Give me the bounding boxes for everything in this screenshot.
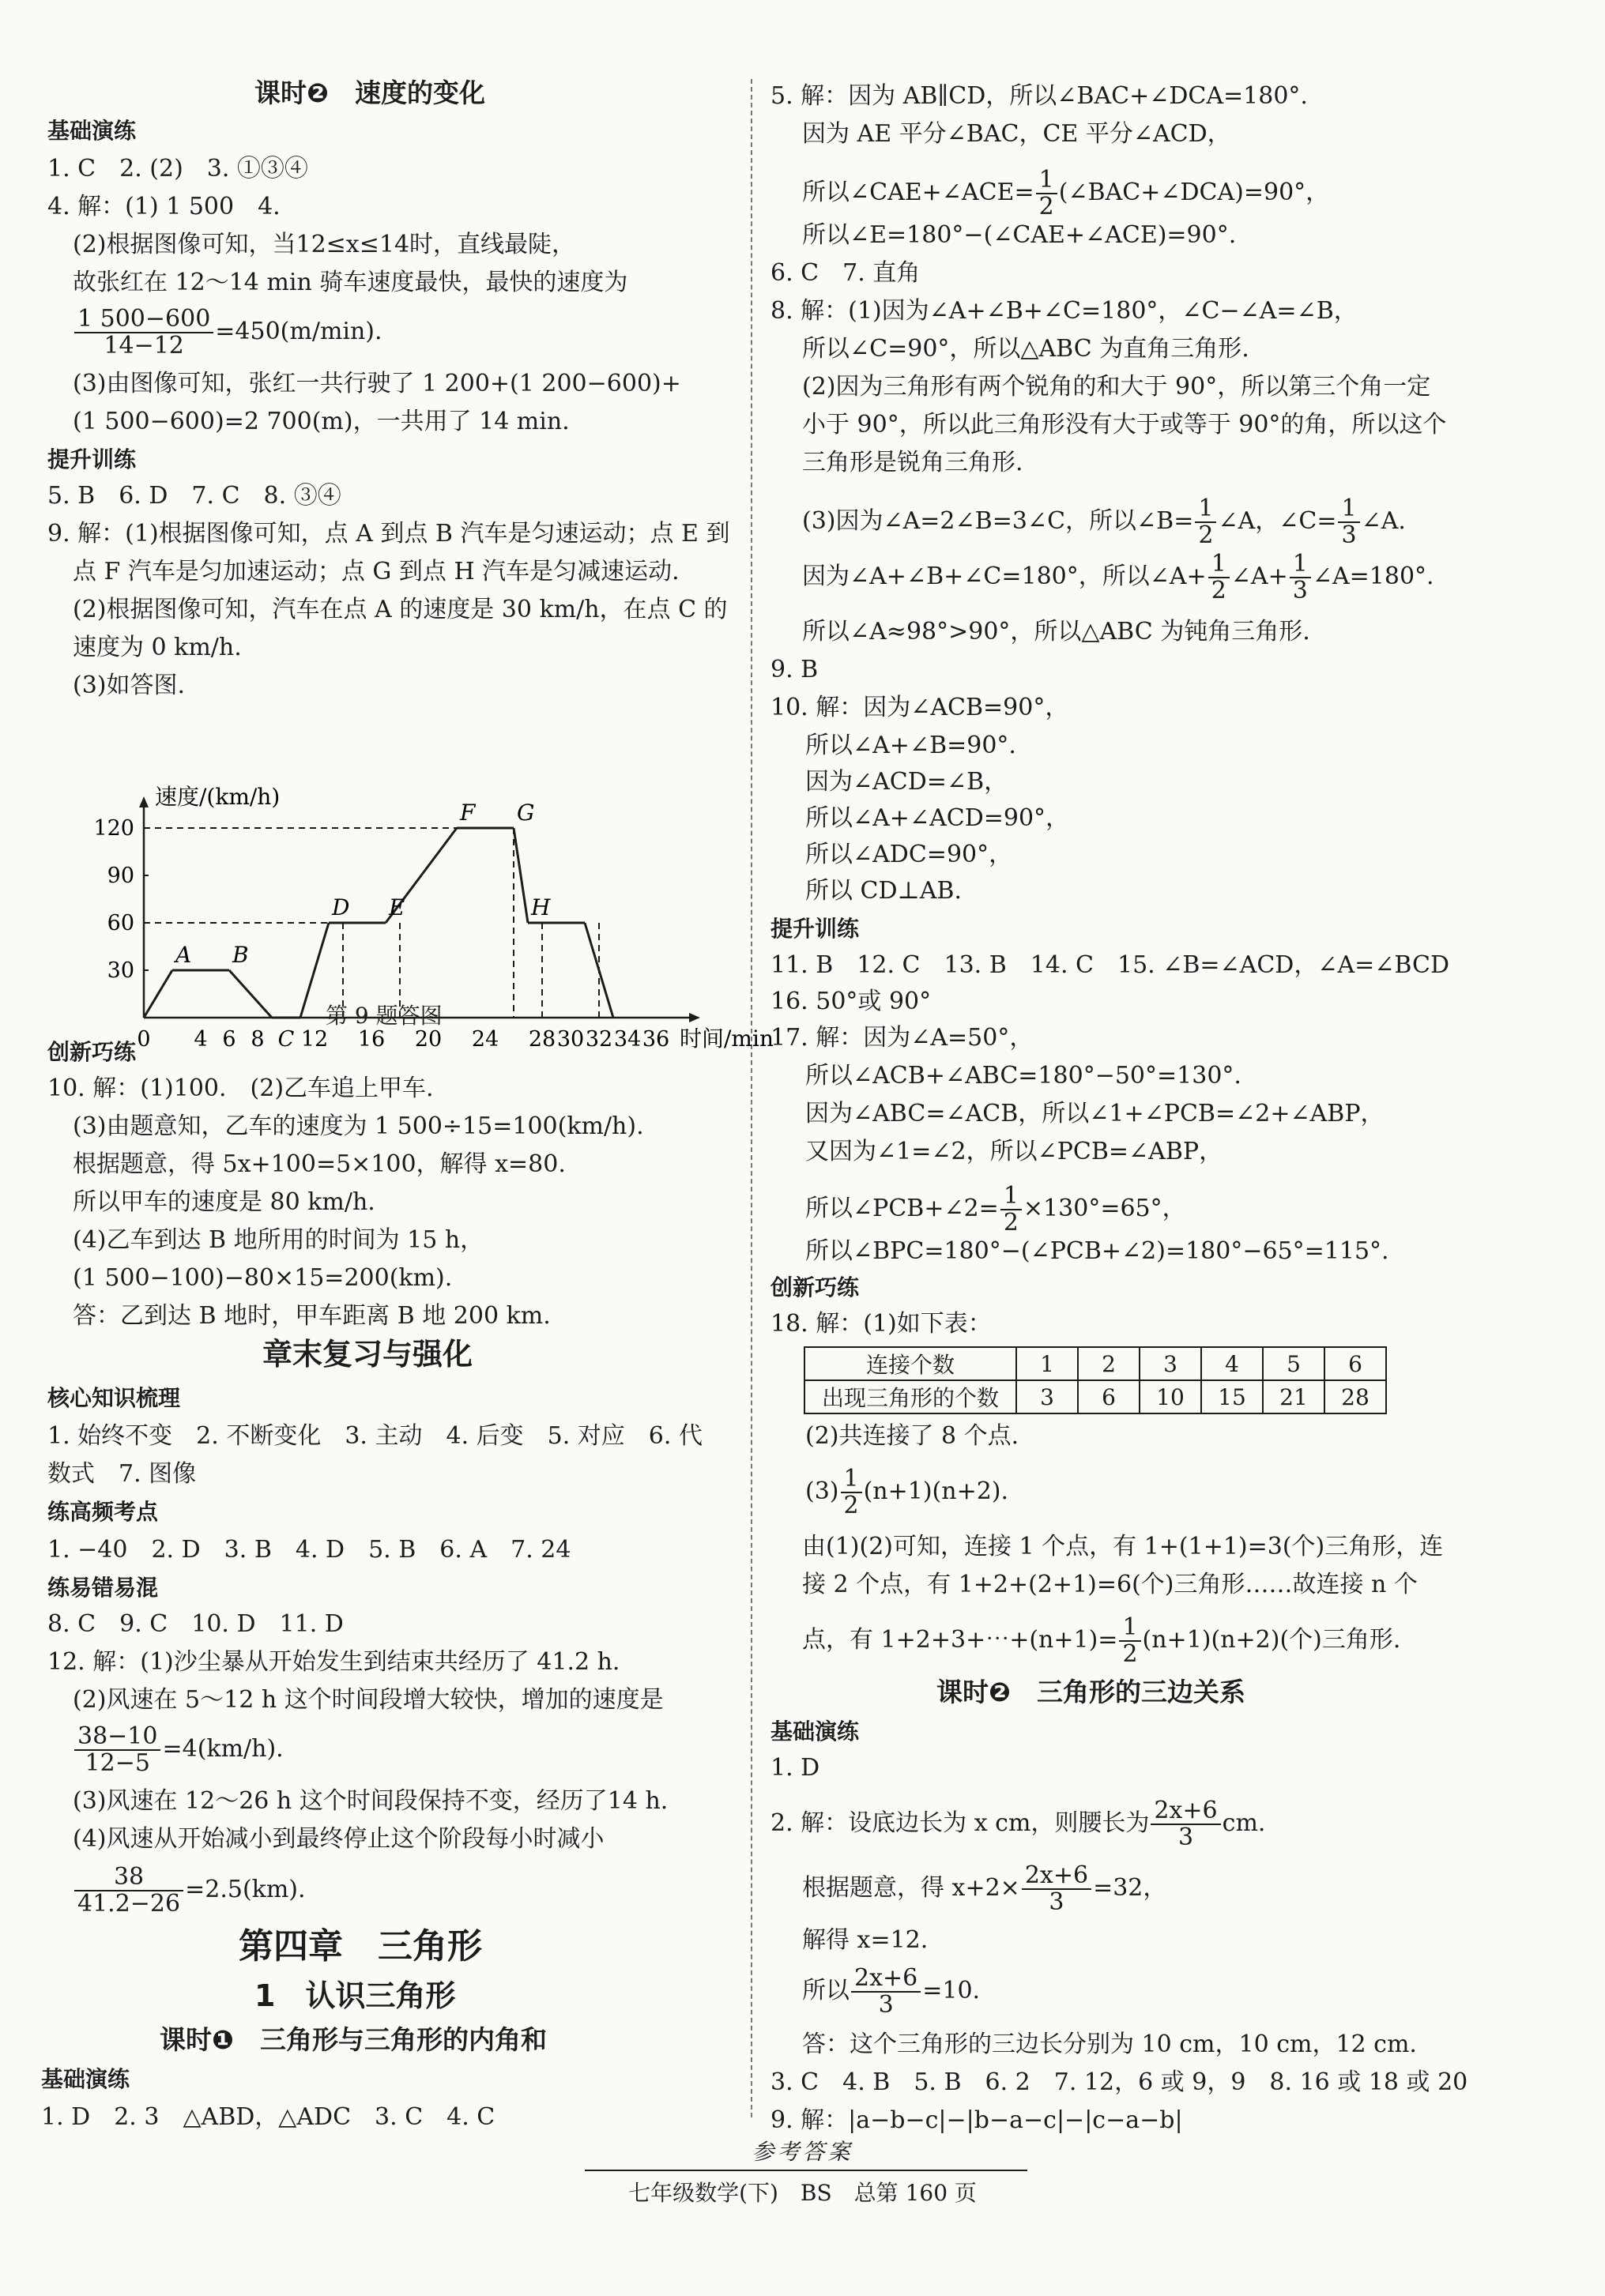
answer-line: (2)根据图像可知，汽车在点 A 的速度是 30 km/h，在点 C 的 xyxy=(73,596,728,623)
x-tick-label: 6 xyxy=(222,1027,236,1052)
answer-line: 速度为 0 km/h. xyxy=(73,634,242,661)
answer-line: 10. 解：(1)100. (2)乙车追上甲车. xyxy=(47,1075,434,1102)
answer-line: 9. 解：(1)根据图像可知，点 A 到点 B 汽车是匀速运动；点 E 到 xyxy=(47,520,730,548)
table-row xyxy=(804,1380,1386,1413)
y-axis-arrow xyxy=(139,796,149,807)
section-heading: 提升训练 xyxy=(770,916,860,942)
answer-line: 所以 CD⊥AB. xyxy=(805,877,963,905)
x-axis-label: 时间/min xyxy=(680,1026,774,1052)
point-label-A: A xyxy=(175,942,192,968)
table-cell: 28 xyxy=(1324,1380,1386,1413)
answer-line: 所以∠PCB+∠2= $\frac{1}{2}$ ×130°=65°， xyxy=(805,1182,1186,1236)
fraction: $\frac{1}{3}$ xyxy=(1290,551,1311,604)
table-cell: 3 xyxy=(1016,1380,1078,1413)
answer-line: 5. 解：因为 AB∥CD，所以∠BAC+∠DCA=180°. xyxy=(770,82,1308,110)
answer-line: 所以∠CAE+∠ACE= $\frac{1}{2}$ (∠BAC+∠DCA)=90°， xyxy=(802,166,1330,220)
x-tick-label: 4 xyxy=(194,1027,208,1052)
series-segment xyxy=(300,923,329,1018)
fraction: $\frac{38}{41.2-26}$ xyxy=(74,1865,183,1917)
answer-line: 所以∠ADC=90°， xyxy=(805,841,1013,868)
answer-line: 答：乙到达 B 地时，甲车距离 B 地 200 km. xyxy=(73,1302,551,1330)
answer-line: $\frac{1 500-600}{14-12}$ =450(m/min). xyxy=(73,307,382,359)
answer-line: 根据题意，得 5x+100=5×100，解得 x=80. xyxy=(73,1150,566,1178)
footer-label: 参考答案 xyxy=(752,2139,853,2165)
x-axis-arrow xyxy=(689,1013,700,1022)
x-tick-label: 28 xyxy=(528,1027,556,1052)
answer-line: 因为∠A+∠B+∠C=180°，所以∠A+ $\frac{1}{2}$ ∠A+ $\frac{1}{3}$ ∠A=180°. xyxy=(802,550,1434,604)
x-tick-label: 12 xyxy=(300,1027,329,1052)
fraction: $\frac{1}{2}$ xyxy=(1119,1615,1140,1667)
section-heading: 提升训练 xyxy=(47,446,137,472)
answer-line: 所以∠A+∠B=90°. xyxy=(805,732,1016,759)
lesson-title: 课时❷ 速度的变化 xyxy=(254,77,485,108)
answer-line: $\frac{38}{41.2-26}$ =2.5(km). xyxy=(73,1865,306,1917)
table-cell: 1 xyxy=(1016,1347,1078,1380)
answer-line: (4)乙车到达 B 地所用的时间为 15 h， xyxy=(73,1226,484,1254)
answer-line: 8. 解：(1)因为∠A+∠B+∠C=180°，∠C−∠A=∠B， xyxy=(770,297,1358,325)
table-header-cell: 出现三角形的个数 xyxy=(804,1380,1016,1413)
answer-line: 所以∠C=90°，所以△ABC 为直角三角形. xyxy=(802,335,1249,363)
series-segment xyxy=(229,970,272,1018)
answer-line: (3)风速在 12～26 h 这个时间段保持不变，经历了14 h. xyxy=(73,1787,669,1815)
answer-line: 根据题意，得 x+2× $\frac{2x+6}{3}$ =32， xyxy=(802,1861,1167,1916)
y-tick-label: 30 xyxy=(107,958,134,983)
answer-line: 1. −40 2. D 3. B 4. D 5. B 6. A 7. 24 xyxy=(47,1536,571,1564)
point-label-B: B xyxy=(232,942,249,968)
series-segment xyxy=(144,970,172,1018)
table-cell: 21 xyxy=(1263,1380,1324,1413)
answer-line: 2. 解：设底边长为 x cm，则腰长为 $\frac{2x+6}{3}$ cm. xyxy=(770,1797,1266,1851)
x-tick-label: 8 xyxy=(251,1027,265,1052)
answer-line: 小于 90°，所以此三角形没有大于或等于 90°的角，所以这个 xyxy=(802,411,1447,438)
fraction: $\frac{1}{2}$ xyxy=(1000,1184,1022,1236)
answer-line: 又因为∠1=∠2，所以∠PCB=∠ABP， xyxy=(805,1138,1223,1165)
answer-line: 17. 解：因为∠A=50°， xyxy=(770,1024,1034,1052)
answer-line: 1. 始终不变 2. 不断变化 3. 主动 4. 后变 5. 对应 6. 代 xyxy=(47,1422,703,1450)
answer-line: 12. 解：(1)沙尘暴从开始发生到结束共经历了 41.2 h. xyxy=(47,1648,620,1676)
point-label-E: E xyxy=(389,894,405,920)
answer-line: 5. B 6. D 7. C 8. ③④ xyxy=(47,482,341,510)
table-cell: 5 xyxy=(1263,1347,1324,1380)
table-cell: 4 xyxy=(1201,1347,1263,1380)
fraction: $\frac{2x+6}{3}$ xyxy=(851,1966,921,2018)
answer-line: 所以∠E=180°−(∠CAE+∠ACE)=90°. xyxy=(802,221,1237,249)
y-tick-label: 90 xyxy=(107,864,134,888)
answer-line: 解得 x=12. xyxy=(802,1926,929,1954)
answer-line: (4)风速从开始减小到最终停止这个阶段每小时减小 xyxy=(73,1825,605,1853)
section-heading: 核心知识梳理 xyxy=(47,1385,181,1411)
lesson-title: 课时❷ 三角形的三边关系 xyxy=(936,1677,1245,1707)
answer-line: 因为∠ACD=∠B， xyxy=(805,768,1008,796)
answer-line: 4. 解：(1) 1 500 4. xyxy=(47,193,281,220)
y-axis-label: 速度/(km/h) xyxy=(155,784,281,810)
answer-line: 3. C 4. B 5. B 6. 2 7. 12，6 或 9，9 8. 16 或 18 或 20 xyxy=(770,2068,1468,2096)
table-row xyxy=(804,1347,1386,1380)
column-divider xyxy=(751,79,752,2117)
point-label-H: H xyxy=(531,894,551,920)
fraction: $\frac{1}{2}$ xyxy=(1195,496,1216,548)
x-tick-label: 36 xyxy=(642,1027,670,1052)
x-tick-label: 30 xyxy=(556,1027,585,1052)
answer-line: 10. 解：因为∠ACB=90°， xyxy=(770,694,1069,721)
answer-line: 11. B 12. C 13. B 14. C 15. ∠B=∠ACD，∠A=∠BCD xyxy=(770,951,1450,979)
answer-line: 6. C 7. 直角 xyxy=(770,259,921,287)
answer-line: 所以甲车的速度是 80 km/h. xyxy=(73,1188,375,1216)
x-tick-label: 32 xyxy=(585,1027,613,1052)
answer-line: 9. 解：|a−b−c|−|b−a−c|−|c−a−b| xyxy=(770,2106,1183,2134)
point-label-D: D xyxy=(332,894,350,920)
page-number: 七年级数学(下) BS 总第 160 页 xyxy=(628,2180,977,2206)
point-label-F: F xyxy=(460,800,476,826)
section-heading: 练高频考点 xyxy=(47,1499,159,1525)
chapter-title: 第四章 三角形 xyxy=(239,1926,482,1967)
answer-line: 因为 AE 平分∠BAC，CE 平分∠ACD， xyxy=(802,120,1231,148)
answer-line: 所以 $\frac{2x+6}{3}$ =10. xyxy=(802,1964,981,2019)
answer-line: (1 500−600)=2 700(m)，一共用了 14 min. xyxy=(73,408,570,435)
answer-line: (3)由图像可知，张红一共行驶了 1 200+(1 200−600)+ xyxy=(73,370,681,397)
lesson-title: 课时❶ 三角形与三角形的内角和 xyxy=(160,2024,547,2055)
fraction: $\frac{1 500-600}{14-12}$ xyxy=(74,307,213,359)
answer-line: (3)如答图. xyxy=(73,672,186,699)
review-title: 章末复习与强化 xyxy=(262,1337,473,1372)
answer-line: $\frac{38-10}{12-5}$ =4(km/h). xyxy=(73,1724,284,1776)
fraction: $\frac{1}{2}$ xyxy=(841,1466,862,1519)
y-tick-label: 60 xyxy=(107,911,134,935)
answer-line: 点，有 1+2+3+⋯+(n+1)= $\frac{1}{2}$ (n+1)(n+2)(个)三角形. xyxy=(802,1613,1401,1668)
answer-line: 由(1)(2)可知，连接 1 个点，有 1+(1+1)=3(个)三角形，连 xyxy=(802,1533,1444,1560)
section-heading: 创新巧练 xyxy=(770,1274,860,1300)
answer-line: 数式 7. 图像 xyxy=(47,1460,197,1488)
triangle-count-table xyxy=(804,1346,1387,1414)
point-label-G: G xyxy=(517,800,535,826)
answer-line: 接 2 个点，有 1+2+(2+1)=6(个)三角形……故连接 n 个 xyxy=(802,1571,1418,1598)
fraction: $\frac{2x+6}{3}$ xyxy=(1022,1863,1091,1915)
answer-line: 1. D 2. 3 △ABD，△ADC 3. C 4. C xyxy=(41,2103,495,2131)
answer-line: 1. C 2. (2) 3. ①③④ xyxy=(47,155,308,183)
answer-line: 所以∠A≈98°>90°，所以△ABC 为钝角三角形. xyxy=(802,618,1310,646)
x-tick-label: 24 xyxy=(471,1027,499,1052)
x-tick-label: 34 xyxy=(613,1027,642,1052)
answer-line: 点 F 汽车是匀加速运动；点 G 到点 H 汽车是匀减速运动. xyxy=(73,558,680,585)
answer-line: (2)因为三角形有两个锐角的和大于 90°，所以第三个角一定 xyxy=(802,373,1431,401)
answer-line: (3) $\frac{1}{2}$ (n+1)(n+2). xyxy=(805,1465,1009,1519)
table-header-cell: 连接个数 xyxy=(804,1347,1016,1380)
answer-line: (3)由题意知，乙车的速度为 1 500÷15=100(km/h). xyxy=(73,1112,644,1140)
chart-caption: 第 9 题答图 xyxy=(326,1003,443,1029)
section-title: 1 认识三角形 xyxy=(254,1978,456,2013)
answer-line: (2)共连接了 8 个点. xyxy=(805,1422,1019,1450)
x-tick-label: 20 xyxy=(414,1027,443,1052)
x-tick-label: 0 xyxy=(137,1027,151,1052)
table-cell: 6 xyxy=(1324,1347,1386,1380)
table-cell: 2 xyxy=(1078,1347,1140,1380)
answer-line: 9. B xyxy=(770,656,819,683)
answer-line: (3)因为∠A=2∠B=3∠C，所以∠B= $\frac{1}{2}$ ∠A，∠C= $\frac{1}{3}$ ∠A. xyxy=(802,495,1406,549)
fraction: $\frac{1}{2}$ xyxy=(1208,551,1230,604)
answer-line: 1. D xyxy=(770,1754,820,1782)
series-segment xyxy=(514,828,528,923)
fraction: $\frac{1}{3}$ xyxy=(1338,496,1359,548)
answer-line: 故张红在 12～14 min 骑车速度最快，最快的速度为 xyxy=(73,269,628,296)
fraction: $\frac{38-10}{12-5}$ xyxy=(74,1724,160,1776)
footer-rule xyxy=(585,2170,1027,2171)
section-heading: 基础演练 xyxy=(41,2066,130,2092)
section-heading: 创新巧练 xyxy=(47,1039,137,1065)
answer-line: 因为∠ABC=∠ACB，所以∠1+∠PCB=∠2+∠ABP， xyxy=(805,1100,1385,1127)
table-cell: 6 xyxy=(1078,1380,1140,1413)
answer-line: 所以∠A+∠ACD=90°， xyxy=(805,804,1070,832)
answer-line: (2)风速在 5～12 h 这个时间段增大较快，增加的速度是 xyxy=(73,1686,664,1714)
fraction: $\frac{2x+6}{3}$ xyxy=(1151,1798,1220,1850)
answer-line: 所以∠ACB+∠ABC=180°−50°=130°. xyxy=(805,1062,1241,1090)
answer-line: (2)根据图像可知，当12≤x≤14时，直线最陡， xyxy=(73,231,576,258)
x-tick-label: 16 xyxy=(357,1027,386,1052)
fraction: $\frac{1}{2}$ xyxy=(1036,167,1057,220)
section-heading: 基础演练 xyxy=(770,1718,860,1745)
section-heading: 练易错易混 xyxy=(47,1575,159,1601)
answer-line: 答：这个三角形的三边长分别为 10 cm，10 cm，12 cm. xyxy=(802,2031,1417,2058)
answer-line: 16. 50°或 90° xyxy=(770,988,932,1015)
answer-line: (1 500−100)−80×15=200(km). xyxy=(73,1264,453,1292)
answer-line: 所以∠BPC=180°−(∠PCB+∠2)=180°−65°=115°. xyxy=(805,1237,1389,1265)
x-tick-label: C xyxy=(277,1027,295,1052)
answer-line: 18. 解：(1)如下表： xyxy=(770,1310,992,1338)
table-cell: 10 xyxy=(1140,1380,1201,1413)
y-tick-label: 120 xyxy=(93,816,134,841)
table-cell: 3 xyxy=(1140,1347,1201,1380)
answer-line: 8. C 9. C 10. D 11. D xyxy=(47,1610,344,1638)
section-heading: 基础演练 xyxy=(47,118,137,144)
table-cell: 15 xyxy=(1201,1380,1263,1413)
answer-line: 三角形是锐角三角形. xyxy=(802,449,1023,476)
